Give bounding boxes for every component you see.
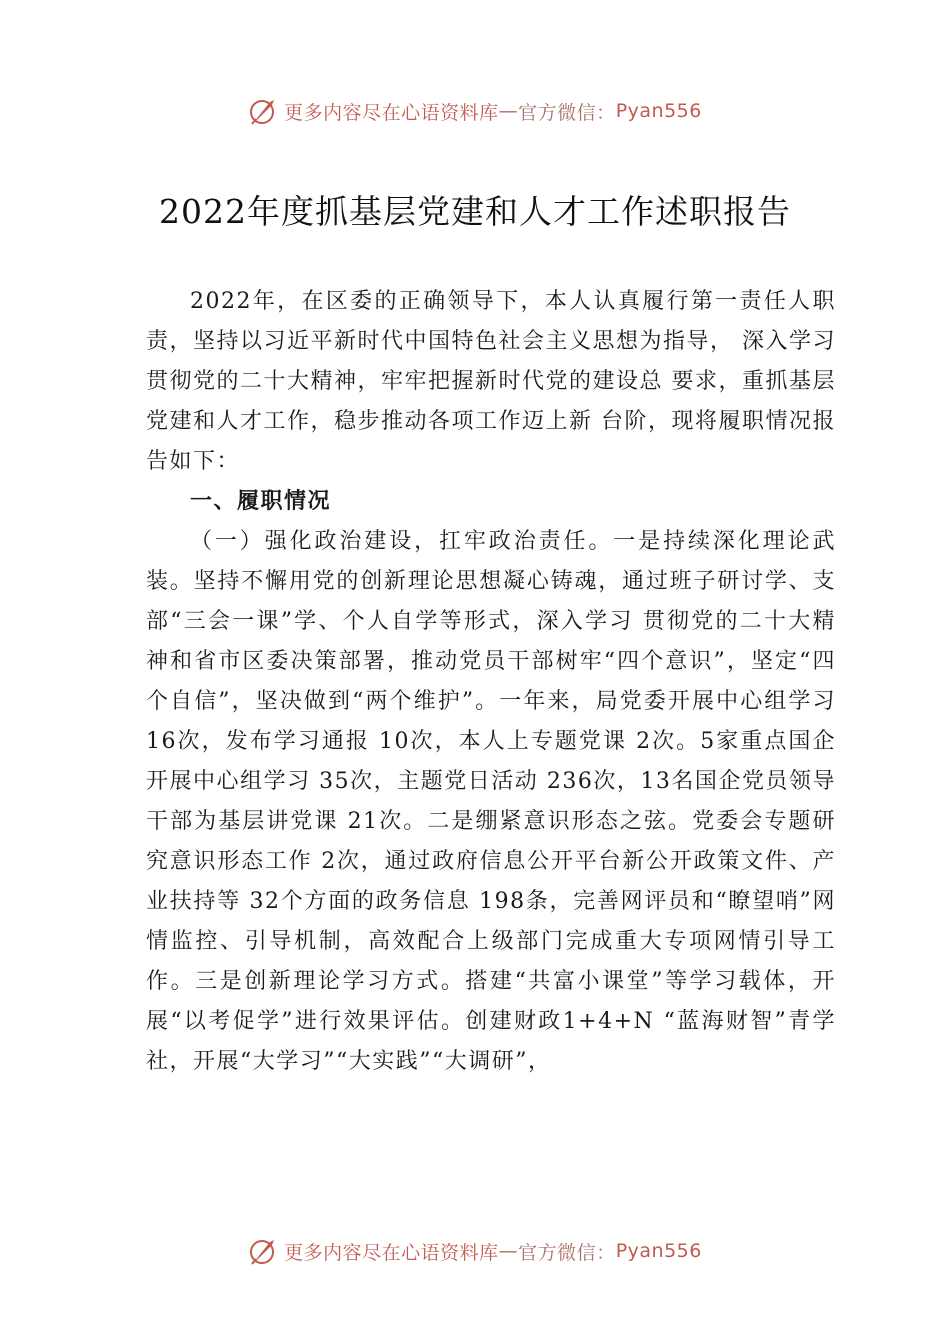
watermark-brand-text: 更多内容尽在心语资料库: [284, 101, 499, 124]
watermark-wechat-id: Pyan556: [615, 1240, 702, 1262]
quill-pen-logo-icon: [248, 1236, 278, 1266]
header-watermark: [0, 96, 950, 126]
footer-watermark: [0, 1236, 950, 1266]
section-heading: 一、履职情况: [190, 489, 332, 514]
watermark-wechat-id: Pyan556: [615, 100, 702, 122]
document-title: 2022年度抓基层党建和人才工作述职报告: [159, 192, 791, 231]
watermark-separator: —: [498, 1240, 519, 1262]
watermark-separator: —: [498, 100, 519, 122]
watermark-wechat-label: 官方微信：: [518, 1241, 616, 1264]
watermark-brand-text: 更多内容尽在心语资料库: [284, 1241, 499, 1264]
watermark-wechat-label: 官方微信：: [518, 101, 616, 124]
quill-pen-logo-icon: [248, 96, 278, 126]
section-paragraph: （一）强化政治建设，扛牢政治责任。一是持续深化理论武装。坚持不懈用党的创新理论思想凝心铸魂，通过班子研讨学、支部“三会一课”学、个人自学等形式，深入学习 贯彻党的二十大精神和省市区委决策部署，推动党员干部树牢“四个意识”，坚定“四个自信”，坚决做到“两个维护”。一年来，局党委开展中心组学习 16次，发布学习通报 10次，本人上专题党课 2次。5家重点国企开展中心组学习 35次，主题党日活动 236次，13名国企党员领导干部为基层讲党课 21次。二是绷紧意识形态之弦。党委会专题研究意识形态工作 2次，通过政府信息公开平台新公开政策文件、产业扶持等 32个方面的政务信息 198条，完善网评员和“瞭望哨”网情监控、引导机制，高效配合上级部门完成重大专项网情引导工作。三是创新理论学习方式。搭建“共富小课堂”等学习载体，开展“以考促学”进行效果评估。创建财政1+4+N “蓝海财智”青学社，开展“大学习”“大实践”“大调研”，: [146, 529, 836, 1074]
intro-paragraph: 2022年，在区委的正确领导下，本人认真履行第一责任人职责，坚持以习近平新时代中国特色社会主义思想为指导， 深入学习贯彻党的二十大精神，牢牢把握新时代党的建设总 要求，重抓基层党建和人才工作，稳步推动各项工作迈上新 台阶，现将履职情况报告如下：: [146, 289, 836, 474]
document-body: [146, 282, 836, 1082]
